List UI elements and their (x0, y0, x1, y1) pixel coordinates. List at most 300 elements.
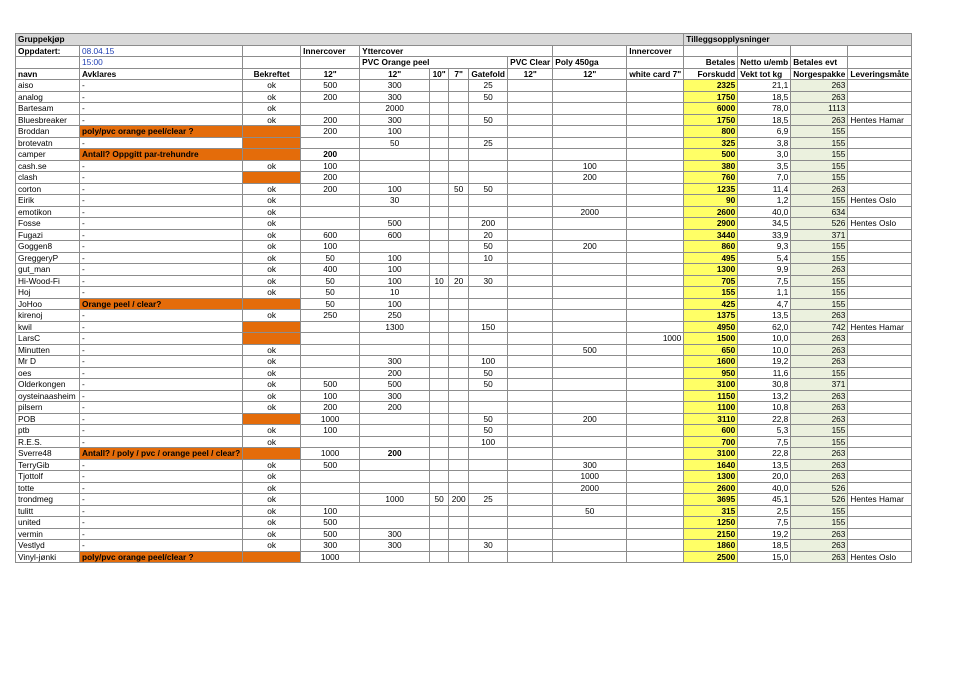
cell-gatefold: 25 (469, 80, 508, 92)
cell-navn: Mr D (16, 356, 80, 368)
cell-10 (430, 436, 449, 448)
cell-avklares: - (80, 310, 243, 322)
cell-pvc-12: 300 (360, 540, 430, 552)
cell-forskudd: 650 (684, 344, 738, 356)
cell-poly-12: 2000 (553, 206, 627, 218)
cell-bekreftet: ok (243, 517, 301, 529)
cell-pvc-12: 500 (360, 379, 430, 391)
cell-forskudd: 3100 (684, 379, 738, 391)
cell-7 (449, 252, 469, 264)
table-row (16, 298, 912, 310)
cell-poly-12: 200 (553, 241, 627, 253)
cell-clear-12 (508, 379, 553, 391)
cell-levering (848, 344, 912, 356)
cell-whitecard (627, 344, 684, 356)
cell-forskudd: 1150 (684, 390, 738, 402)
cell-bekreftet: ok (243, 275, 301, 287)
cell-gatefold: 50 (469, 379, 508, 391)
cell-forskudd: 425 (684, 298, 738, 310)
cell-whitecard (627, 275, 684, 287)
cell-forskudd: 4950 (684, 321, 738, 333)
cell-levering (848, 160, 912, 172)
cell-vekt: 6,9 (738, 126, 791, 138)
cell-avklares: - (80, 356, 243, 368)
cell-10 (430, 103, 449, 115)
cell-navn: Eirik (16, 195, 80, 207)
cell-navn: Vinyl-jønki (16, 551, 80, 563)
cell-levering (848, 91, 912, 103)
table-row (16, 344, 912, 356)
cell-whitecard (627, 103, 684, 115)
cell-10 (430, 402, 449, 414)
cell-norgespakke: 155 (791, 160, 848, 172)
cell-7 (449, 448, 469, 460)
cell-inner-12: 200 (301, 91, 360, 103)
cell-levering (848, 80, 912, 92)
cell-pvc-12: 50 (360, 137, 430, 149)
table-row (16, 402, 912, 414)
cell-bekreftet: ok (243, 218, 301, 230)
cell-forskudd: 1300 (684, 264, 738, 276)
cell-whitecard (627, 459, 684, 471)
cell-levering (848, 103, 912, 115)
cell-avklares: - (80, 413, 243, 425)
cell-10 (430, 252, 449, 264)
cell-forskudd: 3440 (684, 229, 738, 241)
cell-gatefold (469, 149, 508, 161)
cell-norgespakke: 155 (791, 195, 848, 207)
cell-bekreftet: ok (243, 310, 301, 322)
header-row-1 (16, 34, 912, 46)
cell-vekt: 7,5 (738, 275, 791, 287)
cell-pvc-12 (360, 425, 430, 437)
cell-pvc-12: 100 (360, 264, 430, 276)
updated-date: 08.04.15 (80, 45, 243, 57)
cell-gatefold (469, 459, 508, 471)
cell-poly-12 (553, 390, 627, 402)
cell-poly-12 (553, 379, 627, 391)
cell-avklares: - (80, 390, 243, 402)
cell-clear-12 (508, 149, 553, 161)
cell-vekt: 5,4 (738, 252, 791, 264)
cell-navn: gut_man (16, 264, 80, 276)
cell-levering (848, 229, 912, 241)
cell-pvc-12: 200 (360, 402, 430, 414)
cell-gatefold (469, 287, 508, 299)
cell-10 (430, 517, 449, 529)
cell-whitecard (627, 425, 684, 437)
cell-norgespakke: 263 (791, 459, 848, 471)
cell-poly-12: 100 (553, 160, 627, 172)
cell-clear-12 (508, 275, 553, 287)
cell-avklares: - (80, 172, 243, 184)
cell-whitecard (627, 390, 684, 402)
cell-7 (449, 321, 469, 333)
cell-10: 10 (430, 275, 449, 287)
cell-navn: Sverre48 (16, 448, 80, 460)
cell-forskudd: 950 (684, 367, 738, 379)
cell-gatefold (469, 402, 508, 414)
cell-avklares: poly/pvc orange peel/clear ? (80, 126, 243, 138)
cell-whitecard (627, 126, 684, 138)
cell-whitecard (627, 482, 684, 494)
cell-levering: Hentes Oslo (848, 551, 912, 563)
cell-navn: tulitt (16, 505, 80, 517)
cell-pvc-12 (360, 172, 430, 184)
cell-vekt: 22,8 (738, 448, 791, 460)
cell-gatefold: 100 (469, 436, 508, 448)
cell-forskudd: 90 (684, 195, 738, 207)
cell-inner-12 (301, 344, 360, 356)
cell-whitecard (627, 471, 684, 483)
cell-clear-12 (508, 137, 553, 149)
cell-avklares: - (80, 528, 243, 540)
cell-bekreftet (243, 321, 301, 333)
cell-norgespakke: 155 (791, 436, 848, 448)
cell-gatefold: 30 (469, 275, 508, 287)
cell-gatefold: 25 (469, 137, 508, 149)
cell-bekreftet: ok (243, 505, 301, 517)
cell-7 (449, 390, 469, 402)
cell-levering (848, 333, 912, 345)
table-row (16, 241, 912, 253)
cell-pvc-12: 100 (360, 298, 430, 310)
cell-navn: Hi-Wood-Fi (16, 275, 80, 287)
cell-norgespakke: 155 (791, 241, 848, 253)
cell-pvc-12: 100 (360, 126, 430, 138)
cell-bekreftet: ok (243, 195, 301, 207)
table-row (16, 494, 912, 506)
cell-inner-12: 50 (301, 287, 360, 299)
cell-poly-12 (553, 183, 627, 195)
cell-forskudd: 1235 (684, 183, 738, 195)
cell-poly-12 (553, 298, 627, 310)
cell-inner-12 (301, 103, 360, 115)
cell-pvc-12 (360, 206, 430, 218)
cell-whitecard (627, 356, 684, 368)
col-levering: Leveringsmåte (848, 68, 912, 80)
cell-navn: analog (16, 91, 80, 103)
cell-pvc-12 (360, 482, 430, 494)
cell-levering (848, 206, 912, 218)
cell-poly-12: 50 (553, 505, 627, 517)
cell-vekt: 3,5 (738, 160, 791, 172)
cell-gatefold (469, 103, 508, 115)
cell-pvc-12 (360, 551, 430, 563)
cell-whitecard (627, 252, 684, 264)
cell-clear-12 (508, 367, 553, 379)
cell-gatefold (469, 333, 508, 345)
table-row (16, 172, 912, 184)
cell-inner-12: 500 (301, 459, 360, 471)
cell-avklares: - (80, 241, 243, 253)
cell-bekreftet: ok (243, 103, 301, 115)
cell-vekt: 7,5 (738, 436, 791, 448)
cell-7 (449, 287, 469, 299)
table-row (16, 471, 912, 483)
cell-inner-12: 500 (301, 528, 360, 540)
cell-whitecard (627, 206, 684, 218)
extra-info-title: Tilleggsopplysninger (684, 34, 912, 46)
cell-vekt: 13,5 (738, 310, 791, 322)
cell-bekreftet (243, 333, 301, 345)
cell-vekt: 40,0 (738, 482, 791, 494)
cell-poly-12 (553, 218, 627, 230)
cell-vekt: 9,9 (738, 264, 791, 276)
cell-poly-12 (553, 333, 627, 345)
cell-forskudd: 1375 (684, 310, 738, 322)
cell-clear-12 (508, 436, 553, 448)
cell-norgespakke: 155 (791, 367, 848, 379)
cell-avklares: - (80, 252, 243, 264)
table-row (16, 379, 912, 391)
cell-7 (449, 137, 469, 149)
cell-whitecard (627, 551, 684, 563)
cell-whitecard (627, 517, 684, 529)
cell-whitecard (627, 137, 684, 149)
cell-navn: vermin (16, 528, 80, 540)
cell-clear-12 (508, 356, 553, 368)
cell-poly-12 (553, 229, 627, 241)
col-forskudd: Forskudd (684, 68, 738, 80)
cell-10 (430, 206, 449, 218)
cell-norgespakke: 263 (791, 310, 848, 322)
table-row (16, 206, 912, 218)
cell-7 (449, 413, 469, 425)
cell-inner-12: 1000 (301, 413, 360, 425)
cell-poly-12 (553, 356, 627, 368)
cell-gatefold (469, 551, 508, 563)
cell-clear-12 (508, 287, 553, 299)
cell-navn: Hoj (16, 287, 80, 299)
cell-clear-12 (508, 310, 553, 322)
cell-bekreftet: ok (243, 379, 301, 391)
table-row (16, 137, 912, 149)
cell-7 (449, 80, 469, 92)
cell-gatefold: 50 (469, 114, 508, 126)
cell-poly-12 (553, 367, 627, 379)
cell-levering (848, 264, 912, 276)
cell-gatefold: 50 (469, 91, 508, 103)
cell-clear-12 (508, 298, 553, 310)
cell-norgespakke: 526 (791, 482, 848, 494)
spreadsheet-table (15, 33, 912, 563)
cell-vekt: 30,8 (738, 379, 791, 391)
cell-bekreftet: ok (243, 183, 301, 195)
table-row (16, 551, 912, 563)
cell-whitecard (627, 80, 684, 92)
col-pvc-12: 12" (360, 68, 430, 80)
cell-7 (449, 206, 469, 218)
col-10: 10" (430, 68, 449, 80)
cell-levering (848, 436, 912, 448)
cell-inner-12: 1000 (301, 448, 360, 460)
cell-norgespakke: 155 (791, 298, 848, 310)
cell-forskudd: 315 (684, 505, 738, 517)
cell-gatefold: 50 (469, 367, 508, 379)
cell-bekreftet: ok (243, 459, 301, 471)
col-bekreftet: Bekreftet (243, 68, 301, 80)
cell-levering (848, 540, 912, 552)
cell-levering (848, 425, 912, 437)
cell-norgespakke: 263 (791, 333, 848, 345)
cell-vekt: 19,2 (738, 528, 791, 540)
cell-levering (848, 172, 912, 184)
cell-poly-12 (553, 528, 627, 540)
cell-clear-12 (508, 540, 553, 552)
col-vekt: Vekt tot kg (738, 68, 791, 80)
cell-inner-12: 50 (301, 275, 360, 287)
cell-7 (449, 379, 469, 391)
cell-clear-12 (508, 80, 553, 92)
cell-avklares: - (80, 275, 243, 287)
cell-navn: aiso (16, 80, 80, 92)
cell-whitecard (627, 229, 684, 241)
cell-7 (449, 402, 469, 414)
cell-poly-12 (553, 103, 627, 115)
cell-gatefold (469, 344, 508, 356)
cell-gatefold (469, 390, 508, 402)
pvc-clear-header: PVC Clear (508, 57, 553, 69)
cell-forskudd: 700 (684, 436, 738, 448)
cell-forskudd: 3110 (684, 413, 738, 425)
cell-forskudd: 1500 (684, 333, 738, 345)
table-row (16, 459, 912, 471)
cell-gatefold: 50 (469, 425, 508, 437)
cell-pvc-12: 100 (360, 275, 430, 287)
cell-bekreftet (243, 551, 301, 563)
cell-gatefold (469, 528, 508, 540)
cell-navn: kwil (16, 321, 80, 333)
cell-avklares: - (80, 229, 243, 241)
cell-7 (449, 517, 469, 529)
cell-bekreftet: ok (243, 264, 301, 276)
cell-forskudd: 2325 (684, 80, 738, 92)
cell-gatefold (469, 505, 508, 517)
cell-pvc-12 (360, 149, 430, 161)
cell-clear-12 (508, 528, 553, 540)
cell-whitecard (627, 321, 684, 333)
cell-inner-12: 200 (301, 114, 360, 126)
cell-navn: corton (16, 183, 80, 195)
cell-norgespakke: 263 (791, 402, 848, 414)
betales-evt-header: Betales evt (791, 57, 848, 69)
cell-avklares: - (80, 471, 243, 483)
cell-forskudd: 600 (684, 425, 738, 437)
table-row (16, 91, 912, 103)
cell-10 (430, 183, 449, 195)
table-row (16, 80, 912, 92)
cell-7 (449, 425, 469, 437)
cell-vekt: 13,5 (738, 459, 791, 471)
cell-avklares: - (80, 321, 243, 333)
cell-forskudd: 2900 (684, 218, 738, 230)
table-row (16, 482, 912, 494)
cell-avklares: - (80, 505, 243, 517)
cell-levering (848, 528, 912, 540)
cell-whitecard (627, 91, 684, 103)
cell-whitecard (627, 172, 684, 184)
cell-pvc-12: 10 (360, 287, 430, 299)
cell-navn: trondmeg (16, 494, 80, 506)
cell-10 (430, 425, 449, 437)
cell-pvc-12: 2000 (360, 103, 430, 115)
cell-clear-12 (508, 402, 553, 414)
cell-poly-12: 200 (553, 413, 627, 425)
cell-pvc-12: 250 (360, 310, 430, 322)
cell-10 (430, 126, 449, 138)
cell-poly-12 (553, 91, 627, 103)
cell-avklares: - (80, 333, 243, 345)
cell-bekreftet (243, 137, 301, 149)
cell-inner-12: 200 (301, 183, 360, 195)
updated-label: Oppdatert: (16, 45, 80, 57)
cell-vekt: 15,0 (738, 551, 791, 563)
cell-vekt: 45,1 (738, 494, 791, 506)
cell-whitecard (627, 160, 684, 172)
cell-whitecard (627, 413, 684, 425)
cell-7: 20 (449, 275, 469, 287)
cell-10 (430, 344, 449, 356)
cell-poly-12: 300 (553, 459, 627, 471)
cell-10 (430, 114, 449, 126)
cell-poly-12 (553, 149, 627, 161)
cell-clear-12 (508, 218, 553, 230)
cell-7 (449, 344, 469, 356)
cell-levering: Hentes Oslo (848, 218, 912, 230)
table-row (16, 183, 912, 195)
cell-gatefold: 25 (469, 494, 508, 506)
cell-pvc-12: 300 (360, 356, 430, 368)
cell-vekt: 20,0 (738, 471, 791, 483)
cell-avklares: - (80, 379, 243, 391)
cell-inner-12 (301, 356, 360, 368)
yttercover-header: Yttercover (360, 45, 553, 57)
cell-forskudd: 6000 (684, 103, 738, 115)
cell-navn: LarsC (16, 333, 80, 345)
cell-levering (848, 126, 912, 138)
cell-gatefold (469, 206, 508, 218)
table-row (16, 390, 912, 402)
cell-pvc-12: 200 (360, 367, 430, 379)
cell-gatefold (469, 310, 508, 322)
cell-poly-12 (553, 448, 627, 460)
cell-navn: Minutten (16, 344, 80, 356)
cell-10 (430, 218, 449, 230)
cell-gatefold (469, 126, 508, 138)
cell-norgespakke: 155 (791, 252, 848, 264)
cell-inner-12 (301, 367, 360, 379)
cell-forskudd: 1300 (684, 471, 738, 483)
cell-gatefold: 50 (469, 413, 508, 425)
cell-vekt: 19,2 (738, 356, 791, 368)
cell-whitecard (627, 540, 684, 552)
cell-vekt: 78,0 (738, 103, 791, 115)
cell-10 (430, 471, 449, 483)
cell-inner-12: 500 (301, 379, 360, 391)
cell-10 (430, 229, 449, 241)
cell-inner-12 (301, 436, 360, 448)
cell-norgespakke: 263 (791, 540, 848, 552)
cell-norgespakke: 155 (791, 505, 848, 517)
cell-norgespakke: 155 (791, 287, 848, 299)
cell-norgespakke: 634 (791, 206, 848, 218)
cell-levering (848, 482, 912, 494)
cell-pvc-12 (360, 344, 430, 356)
cell-10 (430, 91, 449, 103)
poly-header: Poly 450ga (553, 57, 627, 69)
cell-10 (430, 540, 449, 552)
